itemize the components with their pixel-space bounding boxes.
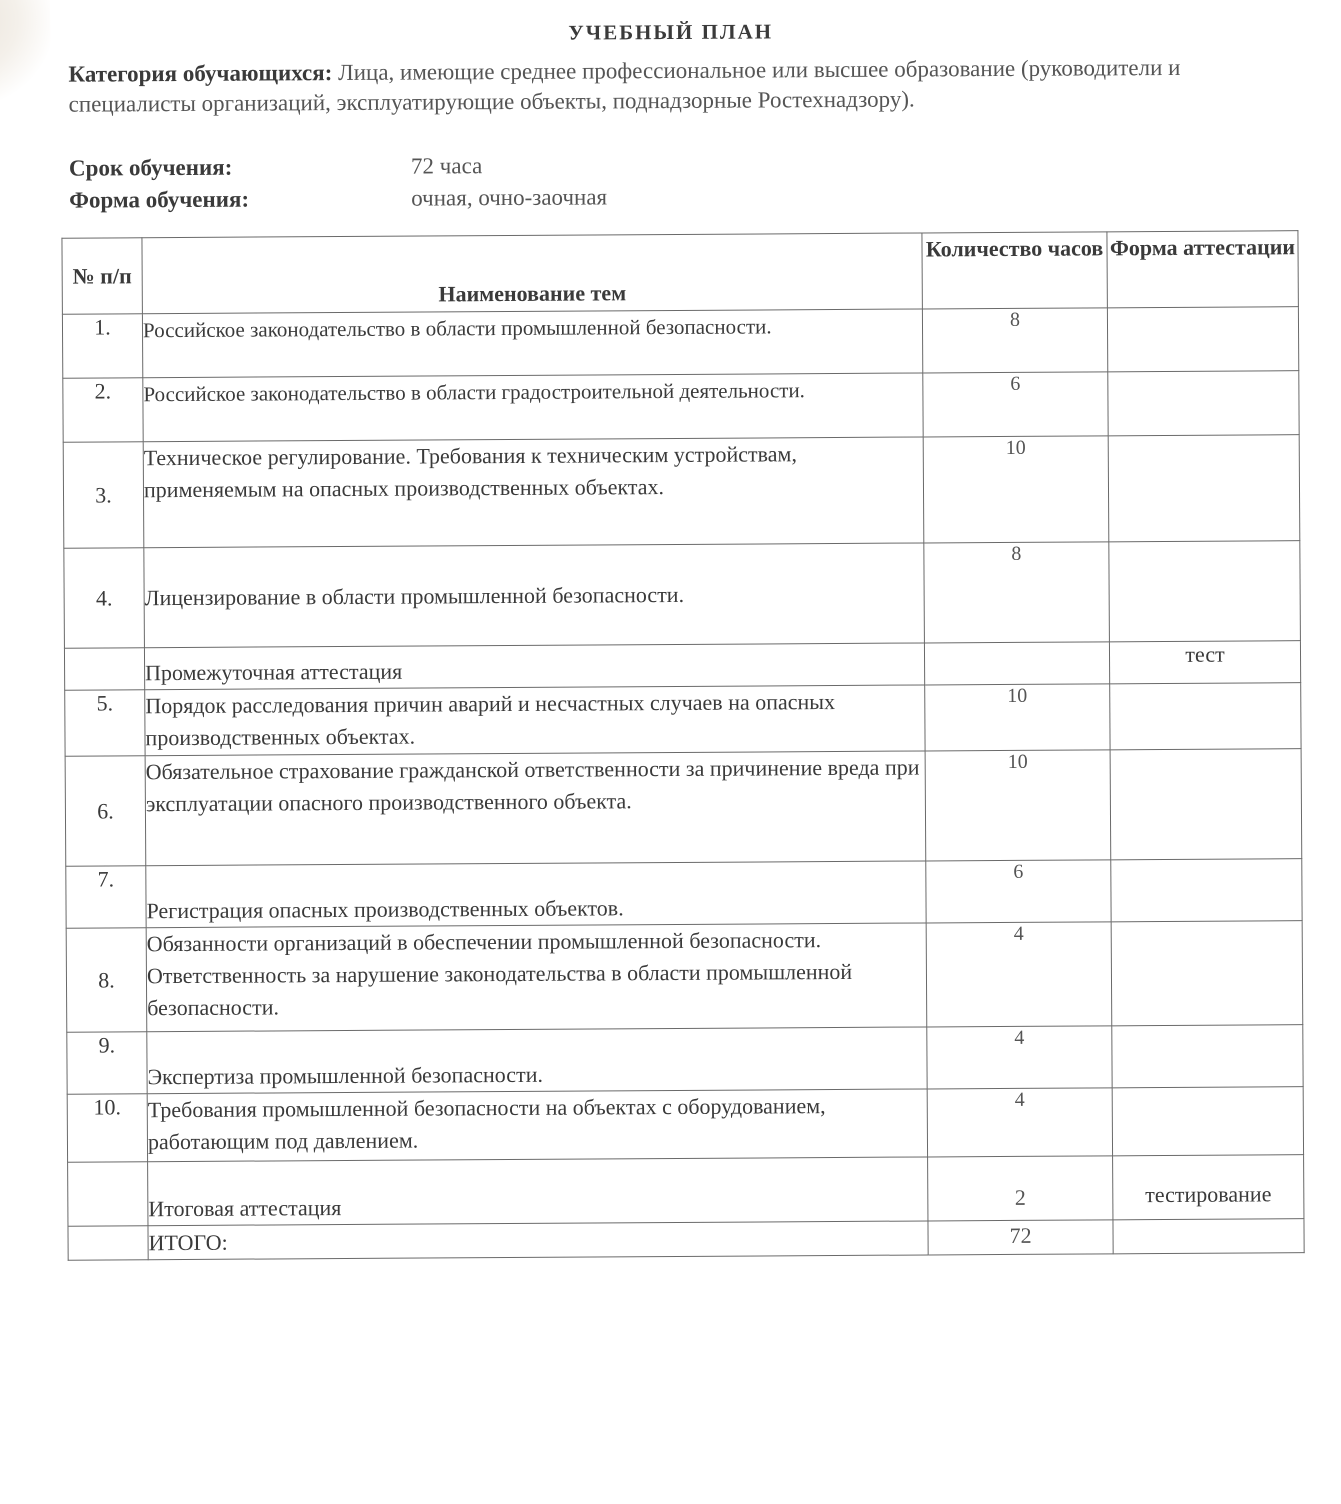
row-topic: Российское законодательство в области промышленной безопасности.: [142, 309, 922, 378]
row-hours: 4: [927, 1088, 1112, 1157]
form-value: очная, очно-заочная: [411, 184, 608, 211]
row-num: [68, 1226, 148, 1260]
table-row: [68, 1155, 1304, 1227]
row-num: 6.: [65, 756, 146, 866]
table-row: [68, 1219, 1304, 1261]
row-topic: Российское законодательство в области градостроительной деятельности.: [143, 373, 923, 442]
scan-corner-shadow: [0, 0, 51, 104]
row-topic: Регистрация опасных производственных объектов.: [146, 861, 926, 928]
row-form: тестирование: [1113, 1155, 1304, 1220]
row-topic: Обязательное страхование гражданской ответственности за причинение вреда при эксплуатации опасного производственного объекта.: [145, 751, 926, 866]
row-topic: Порядок расследования причин аварий и несчастных случаев на опасных производственных объектах.: [145, 685, 925, 756]
category-value: Лица, имеющие среднее профессиональное или высшее образование (руководители и специалисты организаций, эксплуатирующие объекты, поднадзорные Ростехнадзору).: [68, 54, 1181, 117]
table-row: [63, 371, 1299, 443]
row-hours: 2: [928, 1156, 1113, 1221]
row-topic: Лицензирование в области промышленной безопасности.: [144, 543, 925, 648]
row-form: [1110, 749, 1302, 860]
header-hours: Количество часов: [922, 232, 1107, 309]
table-row: [65, 749, 1302, 867]
row-topic: Экспертиза промышленной безопасности.: [147, 1027, 927, 1094]
form-row: [69, 184, 607, 213]
row-topic: Техническое регулирование. Требования к техническим устройствам, применяемым на опасных производственных объектах.: [143, 437, 924, 548]
category-label: Категория обучающихся:: [68, 60, 333, 87]
row-num: 8.: [66, 928, 147, 1032]
row-form: [1112, 1025, 1303, 1088]
row-form: [1110, 683, 1301, 750]
category-block: [68, 52, 1248, 119]
row-topic: Обязанности организаций в обеспечении промышленной безопасности. Ответственность за нарушение законодательства в области промышленной безопасности.: [146, 923, 927, 1032]
row-hours: 4: [927, 1026, 1112, 1089]
row-num: 1.: [62, 314, 142, 378]
header-name: Наименование тем: [142, 233, 922, 314]
table-row: [66, 921, 1303, 1033]
header-form: Форма аттестации: [1107, 231, 1298, 308]
row-hours: 10: [925, 684, 1110, 751]
row-form: [1111, 859, 1302, 922]
row-num: [68, 1162, 148, 1226]
row-num: [64, 648, 144, 690]
row-num: 4.: [64, 548, 145, 648]
duration-row: [69, 153, 482, 182]
row-topic: Итоговая аттестация: [148, 1157, 928, 1226]
row-form: [1108, 435, 1300, 542]
row-hours: 72: [928, 1220, 1113, 1255]
row-num: 3.: [63, 442, 144, 548]
row-hours: 8: [922, 308, 1107, 373]
row-form: [1108, 371, 1299, 436]
document-title: УЧЕБНЫЙ ПЛАН: [568, 19, 774, 45]
row-num: 10.: [67, 1094, 147, 1162]
row-num: 9.: [67, 1032, 147, 1094]
row-form: [1111, 921, 1303, 1026]
table-row: [67, 1025, 1303, 1095]
row-form: [1109, 541, 1301, 642]
row-num: 2.: [63, 378, 143, 442]
row-form: тест: [1109, 641, 1300, 684]
row-form: [1112, 1087, 1303, 1156]
row-topic: Промежуточная аттестация: [144, 643, 924, 690]
row-num: 5.: [65, 690, 145, 756]
table-row: [67, 1087, 1303, 1163]
curriculum-table: [61, 230, 1304, 1261]
duration-value: 72 часа: [410, 153, 483, 179]
row-hours: 6: [923, 372, 1108, 437]
row-hours: 8: [924, 542, 1110, 643]
row-form: [1107, 307, 1298, 372]
row-topic: ИТОГО:: [148, 1221, 928, 1260]
row-num: 7.: [66, 866, 146, 928]
row-topic: Требования промышленной безопасности на объектах с оборудованием, работающим под давлением.: [147, 1089, 927, 1162]
row-hours: 6: [926, 860, 1111, 923]
table-row: [65, 683, 1301, 757]
duration-label: Срок обучения:: [68, 154, 233, 181]
row-hours: [924, 642, 1109, 685]
row-hours: 10: [923, 436, 1109, 543]
table-row: [64, 641, 1300, 691]
table-row: [63, 435, 1300, 549]
form-label: Форма обучения:: [69, 186, 250, 213]
table-row: [62, 307, 1298, 379]
table-header-row: [62, 231, 1298, 315]
table-row: [64, 541, 1301, 649]
row-form: [1113, 1219, 1304, 1254]
table-row: [66, 859, 1302, 929]
header-num: № п/п: [62, 238, 142, 314]
row-hours: 10: [925, 750, 1111, 861]
row-hours: 4: [926, 922, 1112, 1027]
